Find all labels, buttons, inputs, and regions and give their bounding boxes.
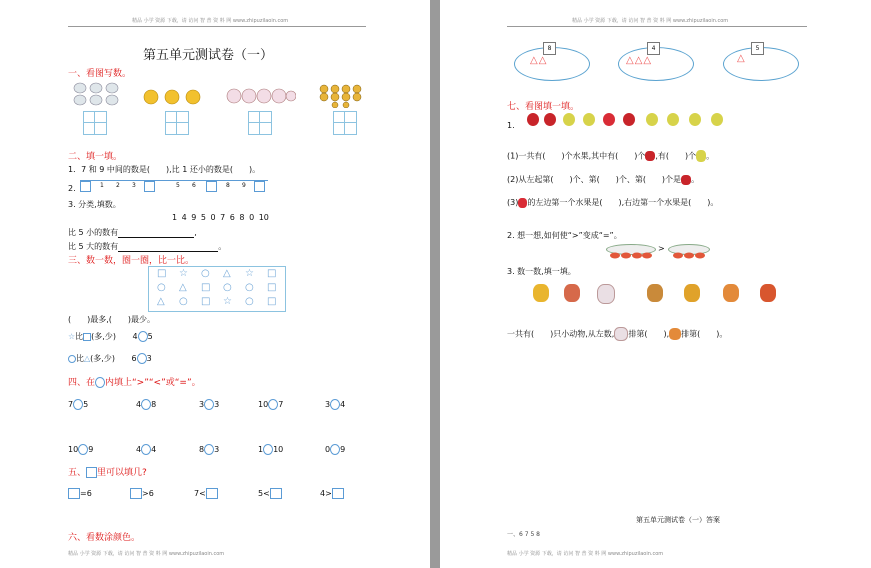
compare-left: 4 [136,445,142,454]
compare-circle[interactable] [330,444,340,455]
compare-item [258,444,283,455]
fill-left: 5< [258,489,270,498]
compare-left: 8 [199,445,205,454]
fill-right: >6 [142,489,154,498]
apple-icon [527,113,539,126]
triangle-icon: △ [84,354,91,363]
compare-circle[interactable] [141,399,151,410]
section-3-heading: 三、数一数，圈一圈，比一比。 [68,256,195,266]
fill-box[interactable] [68,488,80,499]
grid-shape: ○ [245,296,254,307]
monkey-icon [647,284,663,302]
fill-box[interactable] [130,488,142,499]
header-rule [507,26,807,27]
compare-right: 3 [146,354,152,363]
question-7-1-b [507,174,699,185]
fill-item [194,488,218,499]
question-2-3: 3. 分类,填数。 [68,200,121,209]
number-line-blank-4[interactable] [254,181,265,192]
compare-left: 10 [258,400,269,409]
question-7-1-c-text: 的左边第一个水果是( ),右边第一个水果是( )。 [527,198,719,207]
page-title: 第五单元测试卷（一） [143,48,274,63]
less-than-five-row [68,227,197,238]
grid-shape: □ [267,268,277,279]
question-7-1-b-text: (2)从左起第( )个、第( )个、第( )个是 [507,175,682,184]
fill-box[interactable] [206,488,218,499]
question-7-1-c [507,197,718,208]
more-less-choice: (多,少) [91,332,116,341]
grid-shape: ☆ [179,268,188,279]
compare-item [258,399,283,410]
circle-icon [68,355,76,363]
fill-item [320,488,344,499]
grid-shape: ○ [245,282,254,293]
tiger-icon [684,284,700,302]
fill-right: =6 [80,489,92,498]
compare-item [325,399,345,410]
question-7-1-label: 1. [507,121,515,130]
section-7-heading: 七、看图填一填。 [507,102,580,112]
fill-item [130,488,154,499]
compare-item [68,399,88,410]
apple-icon [544,113,556,126]
compare-right: 9 [340,445,346,454]
answer-line: 一、6 7 5 8 [507,531,540,538]
number-line-blank-3[interactable] [206,181,217,192]
greater-than-five-label: 比 5 大的数有 [68,242,119,251]
bee-picture [318,84,362,108]
rooster-icon [564,284,580,302]
number-line-blank-1[interactable] [80,181,91,192]
more-less-choice: (多,少) [90,354,115,363]
compare-circle[interactable] [137,353,147,364]
page-header-text: 精品 小学 资源 下载，请 访问 智 普 资 料 网 www.zhipuzilaoin.com [132,18,289,24]
page-header-text: 精品 小学 资源 下载，请 访问 智 普 资 料 网 www.zhipuzilaoin.com [572,18,729,24]
lion-icon [723,284,739,302]
compare-circle[interactable] [141,444,151,455]
question-7-1-a [507,150,714,162]
fill-left: 7< [194,489,206,498]
grid-shape: △ [223,268,231,279]
count-box-3[interactable] [248,111,272,135]
oval-triangles-1: △△ [530,55,548,66]
question-7-1-c-label: (3) [507,198,519,207]
greater-than-five-end: 。 [218,242,227,251]
pear-icon [689,113,701,126]
compare-left: 4 [132,332,138,341]
compare-right: 7 [278,400,284,409]
compare-right: 5 [147,332,153,341]
compare-circle[interactable] [73,399,83,410]
compare-circle[interactable] [78,444,88,455]
rabbit-icon [597,284,615,304]
compare-circle[interactable] [204,399,214,410]
question-7-3-answer-a: 一共有( )只小动物,从左数, [507,329,615,339]
compare-left: 3 [199,400,205,409]
page-footer-text: 精品 小学 资源 下载，请 访问 智 普 资 料 网 www.zhipuzilaoin.com [68,551,225,557]
compare-right: 4 [340,400,346,409]
fill-item [68,488,92,499]
less-than-five-label: 比 5 小的数有 [68,228,119,237]
rabbit-icon [614,327,628,341]
compare-word: 比 [75,332,84,341]
compare-right: 10 [273,445,284,454]
compare-left: 7 [68,400,74,409]
number-line-value: 1 [100,182,104,189]
grid-shape: ☆ [245,268,254,279]
greater-than-five-row [68,241,226,252]
compare-left: 10 [68,445,79,454]
lion-icon [669,328,681,340]
oval-triangles-3: △ [737,53,746,64]
fill-box[interactable] [332,488,344,499]
compare-circle[interactable] [268,399,278,410]
section-1-heading: 一、看图写数。 [68,69,132,79]
pear-icon [646,113,658,126]
compare-right: 9 [88,445,94,454]
chick-icon [533,284,549,302]
section-2-heading: 二、填一填。 [68,152,123,162]
compare-right: 3 [214,445,220,454]
pear-icon [711,113,723,126]
section-5-heading-b: 里可以填几? [97,468,147,478]
greater-than-five-blank[interactable] [118,251,218,252]
compare-circle[interactable] [204,444,214,455]
fill-item [258,488,282,499]
pear-icon [583,113,595,126]
circle-icon [95,377,105,388]
compare-circle[interactable] [330,399,340,410]
count-box-2[interactable] [165,111,189,135]
grid-shape: □ [267,296,277,307]
number-line-value: 6 [192,182,196,189]
grid-shape: △ [179,282,187,293]
question-7-2: 2. 想一想,如何使“>”变成“=”。 [507,231,622,240]
kitten-picture [226,86,296,106]
grid-shape: ○ [179,296,188,307]
grid-shape: □ [201,296,211,307]
page-footer-text: 精品 小学 资源 下载，请 访问 智 普 资 料 网 www.zhipuzilaoin.com [507,551,664,557]
less-than-five-end: , [194,228,197,237]
question-7-3-answer-c: 排第( )。 [681,329,728,339]
grid-shape: ○ [157,282,166,293]
compare-circle[interactable] [263,444,273,455]
fill-box[interactable] [270,488,282,499]
grid-shape: □ [201,282,211,293]
compare-left: 1 [258,445,264,454]
fill-left: 4> [320,489,332,498]
duck-picture [142,84,202,106]
grid-shape: ○ [223,282,232,293]
oval-number-3: 5 [751,42,764,55]
number-sequence: 1 4 9 5 0 7 6 8 0 10 [172,213,269,222]
grid-shape: □ [267,282,277,293]
document-page-right [440,0,871,568]
question-7-1-b-end: 。 [691,175,700,184]
number-line [80,179,270,193]
star-icon: ☆ [68,332,76,341]
compare-right: 3 [214,400,220,409]
question-7-1-a-part3: 。 [706,151,715,161]
number-line-value: 9 [242,182,246,189]
grid-shape: ○ [201,268,210,279]
compare-item [136,444,156,455]
compare-item [68,444,93,455]
number-line-blank-2[interactable] [144,181,155,192]
compare-circle[interactable] [138,331,148,342]
number-line-value: 2 [116,182,120,189]
compare-item [325,444,345,455]
compare-left: 4 [136,400,142,409]
section-5-heading [68,465,147,478]
pear-icon [667,113,679,126]
apple-icon [623,113,635,126]
compare-item [199,444,219,455]
compare-right: 5 [83,400,89,409]
compare-word: 比 [76,354,84,363]
compare-row-circle [68,353,152,364]
less-than-five-blank[interactable] [118,237,194,238]
count-box-1[interactable] [83,111,107,135]
square-icon [83,333,91,341]
compare-item [136,399,156,410]
section-4-heading [68,375,201,388]
section-6-heading: 六、看数涂颜色。 [68,533,141,543]
question-2-1: 1．7 和 9 中间的数是( ),比 1 还小的数是( )。 [68,165,261,174]
answer-title: 第五单元测试卷（一）答案 [636,516,720,524]
compare-item [199,399,219,410]
pear-icon [696,150,706,162]
section-5-heading-a: 五、 [68,468,87,478]
grid-shape: △ [157,296,165,307]
question-7-1-a-part2: ,有( )个 [655,151,697,161]
number-line-value: 3 [132,182,136,189]
oval-number-2: 4 [647,42,660,55]
section-4-heading-a: 四、在 [68,378,96,388]
section-4-heading-b: 内填上“>”“<”或“=”。 [105,378,201,388]
compare-right: 4 [151,445,157,454]
question-7-3-answer [507,327,727,341]
pear-icon [563,113,575,126]
square-icon [86,467,97,478]
compare-left: 0 [325,445,331,454]
question-7-3-answer-b: 排第( ), [628,329,670,339]
question-7-1-a-part1: (1)一共有( )个水果,其中有( )个 [507,151,646,161]
compare-left: 6 [131,354,137,363]
compare-left: 3 [325,400,331,409]
squirrel-icon [760,284,776,302]
number-line-value: 8 [226,182,230,189]
grid-shape: ☆ [223,296,232,307]
question-3-most-least: ( )最多,( )最少。 [68,315,156,324]
apple-icon [645,151,655,161]
document-page-left [0,0,430,568]
apple-icon [681,175,691,185]
compare-row-star [68,331,153,342]
number-line-value: 5 [176,182,180,189]
grid-shape: □ [157,268,167,279]
greater-than-sign: > [658,244,665,253]
plate-left [606,244,656,255]
question-7-3: 3. 数一数,填一填。 [507,267,576,276]
question-2-2-label: 2. [68,184,76,193]
strawberry-icon [603,113,615,126]
plate-right [668,244,710,255]
oval-number-1: 8 [543,42,556,55]
strawberry-icon [518,198,527,208]
oval-triangles-2: △△△ [626,55,653,66]
header-rule [68,26,366,27]
shapes-grid [148,266,286,312]
sheep-picture [72,82,122,106]
compare-right: 8 [151,400,157,409]
count-box-4[interactable] [333,111,357,135]
